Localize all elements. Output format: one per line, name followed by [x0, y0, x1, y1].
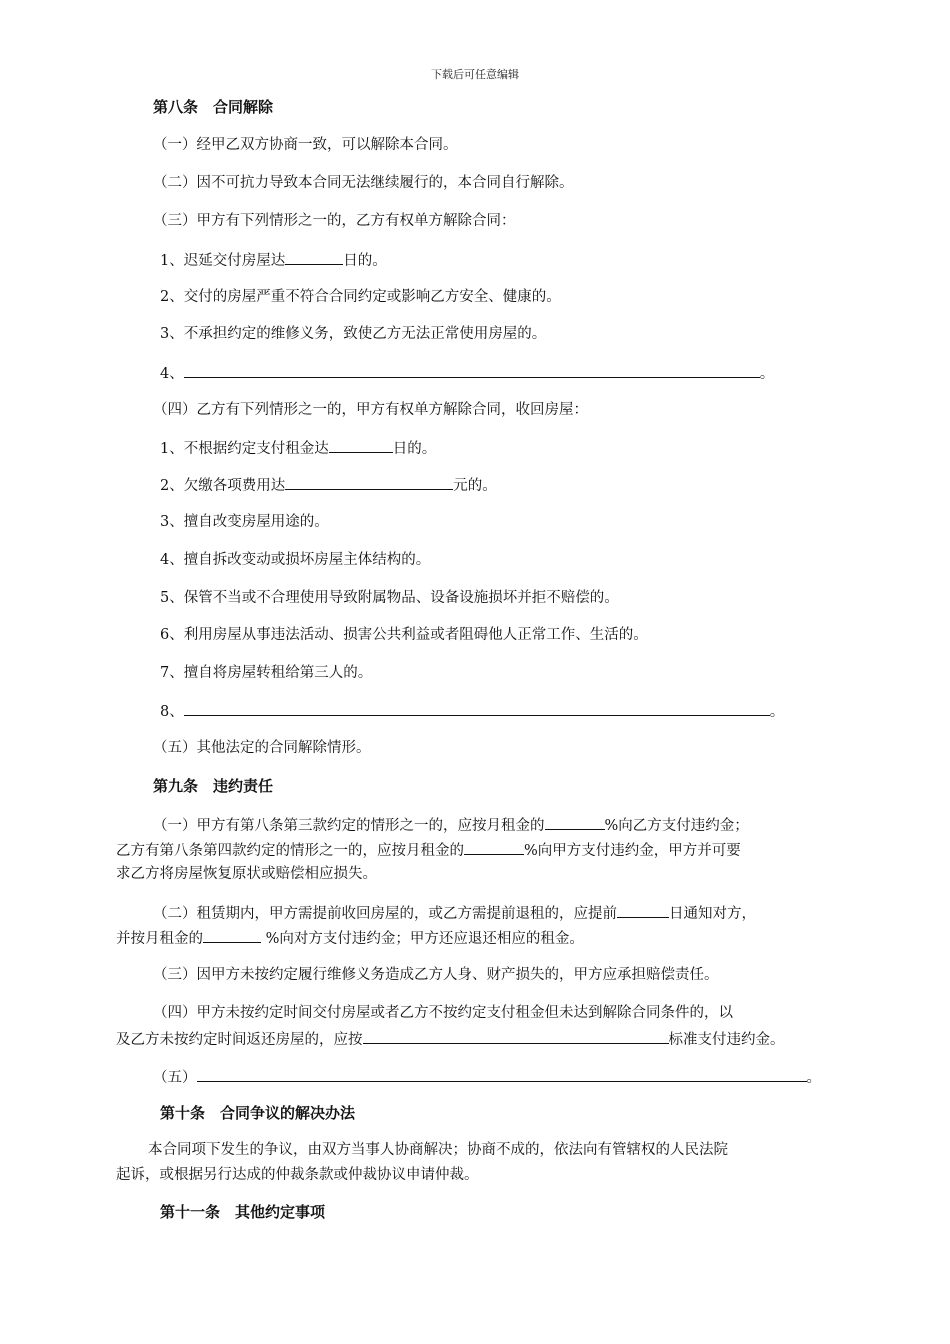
art8-item-b6: 6、利用房屋从事违法活动、损害公共利益或者阻碍他人正常工作、生活的。 — [160, 627, 648, 643]
art9-clause-1-line-3: 求乙方将房屋恢复原状或赔偿相应损失。 — [116, 866, 377, 882]
art8-item-b5: 5、保管不当或不合理使用导致附属物品、设备设施损坏并拒不赔偿的。 — [160, 590, 619, 606]
art8-clause-2: （二）因不可抗力导致本合同无法继续履行的，本合同自行解除。 — [153, 175, 574, 191]
art8-item-b4: 4、擅自拆改变动或损坏房屋主体结构的。 — [160, 552, 431, 568]
art8-item-a3: 3、不承担约定的维修义务，致使乙方无法正常使用房屋的。 — [160, 326, 547, 342]
blank-field[interactable] — [197, 1066, 807, 1082]
page-header: 下载后可任意编辑 — [431, 68, 519, 81]
art8-clause-1: （一）经甲乙双方协商一致，可以解除本合同。 — [153, 137, 458, 153]
art9-clause-2-line-2: 并按月租金的 %向对方支付违约金；甲方还应退还相应的租金。 — [116, 927, 584, 949]
art8-item-b1: 1、不根据约定支付租金达 日的。 — [160, 437, 436, 459]
article-8-title: 第八条 合同解除 — [153, 98, 274, 116]
art8-item-a2: 2、交付的房屋严重不符合合同约定或影响乙方安全、健康的。 — [160, 289, 561, 305]
blank-field[interactable] — [203, 927, 261, 943]
blank-field[interactable] — [184, 700, 770, 716]
art8-item-a1: 1、迟延交付房屋达 日的。 — [160, 249, 387, 271]
blank-field[interactable] — [464, 839, 524, 855]
article-11-title: 第十一条 其他约定事项 — [160, 1203, 326, 1221]
art10-paragraph-line-2: 起诉，或根据另行达成的仲裁条款或仲裁协议申请仲裁。 — [116, 1167, 479, 1183]
art9-clause-3: （三）因甲方未按约定履行维修义务造成乙方人身、财产损失的，甲方应承担赔偿责任。 — [153, 967, 719, 983]
article-9-title: 第九条 违约责任 — [153, 777, 274, 795]
article-10-title: 第十条 合同争议的解决办法 — [160, 1104, 356, 1122]
art9-clause-5: （五） 。 — [153, 1066, 821, 1088]
art8-item-b2: 2、欠缴各项费用达 元的。 — [160, 474, 497, 496]
art8-item-b7: 7、擅自将房屋转租给第三人的。 — [160, 665, 373, 681]
art8-clause-4: （四）乙方有下列情形之一的，甲方有权单方解除合同，收回房屋： — [153, 402, 588, 418]
art9-clause-1-line-2: 乙方有第八条第四款约定的情形之一的，应按月租金的 %向甲方支付违约金，甲方并可要 — [116, 839, 741, 861]
blank-field[interactable] — [285, 474, 453, 490]
art8-item-b3: 3、擅自改变房屋用途的。 — [160, 514, 329, 530]
blank-field[interactable] — [545, 814, 605, 830]
art9-clause-1-line-1: （一）甲方有第八条第三款约定的情形之一的，应按月租金的 %向乙方支付违约金； — [153, 814, 749, 836]
blank-field[interactable] — [285, 249, 343, 265]
blank-field[interactable] — [184, 362, 760, 378]
art8-item-b8: 8、 。 — [160, 700, 784, 722]
blank-field[interactable] — [329, 437, 393, 453]
blank-field[interactable] — [617, 902, 669, 918]
art8-item-a4: 4、 。 — [160, 362, 774, 384]
art9-clause-2-line-1: （二）租赁期内，甲方需提前收回房屋的，或乙方需提前退租的，应提前 日通知对方， — [153, 902, 756, 924]
art9-clause-4-line-2: 及乙方未按约定时间返还房屋的，应按 标准支付违约金。 — [116, 1028, 785, 1050]
art8-clause-5: （五）其他法定的合同解除情形。 — [153, 740, 371, 756]
art8-clause-3: （三）甲方有下列情形之一的，乙方有权单方解除合同： — [153, 213, 516, 229]
art10-paragraph-line-1: 本合同项下发生的争议，由双方当事人协商解决；协商不成的，依法向有管辖权的人民法院 — [148, 1142, 728, 1158]
blank-field[interactable] — [363, 1028, 669, 1044]
art9-clause-4-line-1: （四）甲方未按约定时间交付房屋或者乙方不按约定支付租金但未达到解除合同条件的，以 — [153, 1005, 733, 1021]
